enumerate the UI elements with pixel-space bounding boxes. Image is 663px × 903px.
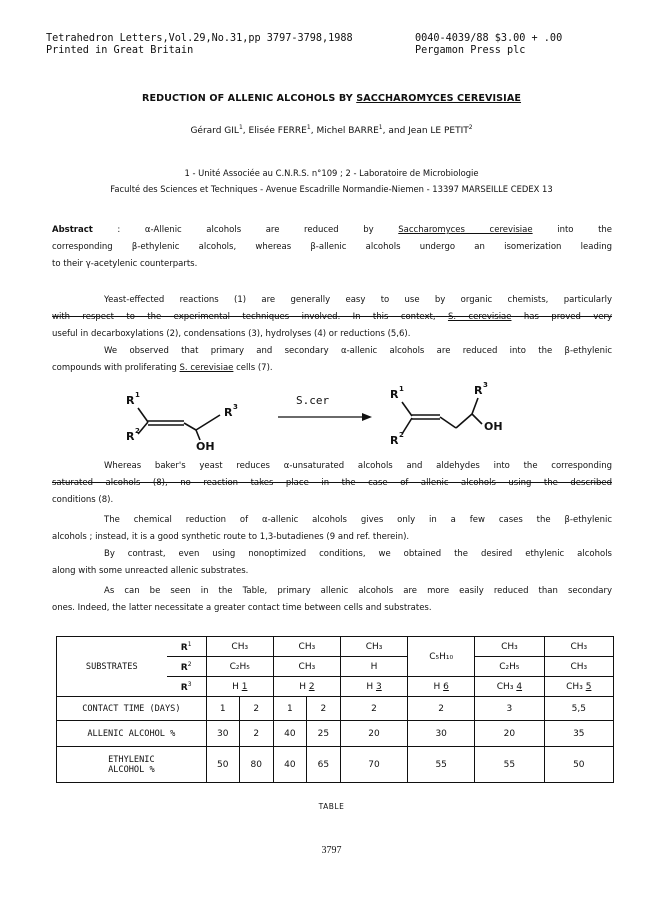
row-contact-time [57,697,614,721]
contact-col1-a: 1 [206,697,239,721]
ethylenic-col1-b: 80 [239,747,273,783]
contact-col4: 2 [408,697,475,721]
affiliation-2: Faculté des Sciences et Techniques - Avenue Escadrille Normandie-Niemen - 13397 MARSEILLE CEDEX 13 [110,184,553,194]
contact-col6: 5,5 [544,697,613,721]
journal-citation [46,33,353,57]
author-2-affil: 1 [306,124,311,131]
allenic-col2-a: 40 [273,721,306,747]
contact-col2-b: 2 [306,697,340,721]
p1-line-3: useful in decarboxylations (2), condensations (3), hydrolyses (4) or reductions (5,6). [52,329,411,339]
left-r2: R [126,430,135,443]
table-caption: TABLE [318,802,345,811]
cell-r1r2-col4: C₅H₁₀ [408,637,475,677]
cell-r3-col1: H 1 [206,677,273,697]
p2-species: S. cerevisiae [179,363,234,373]
author-3: Michel BARRE [316,126,379,136]
p1-line-2 [52,309,612,326]
p2-line-1: We observed that primary and secondary α-allenic alcohols are reduced into the β-ethylenic [104,346,612,356]
affiliation-1: 1 - Unité Associée au C.N.R.S. n°109 ; 2 - Laboratoire de Microbiologie [184,168,479,178]
left-r3-num: 3 [233,403,238,411]
cell-r3-col6: CH₃ 5 [544,677,613,697]
row-r1 [57,637,614,657]
p3-line-2: saturated alcohols (8), no reaction takes place in the case of allenic alcohols using the described [52,478,612,488]
author-2: Elisée FERRE [248,126,307,136]
p2-text-2c: cells (7). [236,363,273,373]
p3-line-3: conditions (8). [52,495,114,505]
contact-col5: 3 [475,697,544,721]
paper-title [0,93,663,104]
contact-col2-a: 1 [273,697,306,721]
r2-label: $R^2$ [167,657,207,677]
compound-number: 4 [516,681,523,692]
printed-line: Printed in Great Britain [46,45,194,56]
p4-line-1: The chemical reduction of α-allenic alcohols gives only in a few cases the β-ethylenic [104,515,612,525]
journal-price [415,33,562,57]
cell-r2-col2: CH₃ [273,657,340,677]
allene-bonds [138,408,220,440]
citation-line: Tetrahedron Letters,Vol.29,No.31,pp 3797-3798,1988 [46,33,353,44]
author-1-affil: 1 [238,124,243,131]
title-species: SACCHAROMYCES CEREVISIAE [356,93,522,104]
right-r3-num: 3 [483,381,488,389]
p1-text-2c: has proved very [523,312,613,322]
cell-r2-col5: C₂H₅ [475,657,544,677]
abstract-line-3: to their γ-acetylenic counterparts. [52,259,198,269]
abstract-text-1c: into the [557,225,613,235]
ethylenic-col1-a: 50 [206,747,239,783]
cell-r2-col3: H [340,657,407,677]
ethylenic-col6: 50 [544,747,613,783]
cell-r3-col5: CH₃ 4 [475,677,544,697]
right-r2: R [390,434,399,447]
p3-line-1: Whereas baker's yeast reduces α-unsaturated alcohols and aldehydes into the corresponding [104,461,612,471]
allenic-col4: 30 [408,721,475,747]
left-r3: R [224,406,233,419]
title-prefix: REDUCTION OF ALLENIC ALCOHOLS BY [141,93,353,104]
right-r2-num: 2 [399,431,404,439]
substrates-label: SUBSTRATES [57,637,167,697]
p6-line-1: As can be seen in the Table, primary allenic alcohols are more easily reduced than secondary [104,586,612,596]
alkene-bonds [402,398,482,434]
contact-col1-b: 2 [239,697,273,721]
p2-line-2 [52,360,612,377]
contact-col3: 2 [340,697,407,721]
reaction-scheme [100,378,560,460]
compound-number: 3 [375,681,382,692]
cell-r1-col6: CH₃ [544,637,613,657]
right-r3: R [474,384,483,397]
cell-r3-col2: H 2 [273,677,340,697]
allenic-col1-b: 2 [239,721,273,747]
abstract-line-2: corresponding β-ethylenic alcohols, whereas β-allenic alcohols undergo an isomerization leading [52,242,612,252]
page-number: 3797 [321,845,342,856]
cell-r1-col3: CH₃ [340,637,407,657]
author-4-affil: 2 [468,124,473,131]
allenic-col5: 20 [475,721,544,747]
r3-label: $R^3$ [167,677,207,697]
left-r2-num: 2 [135,427,140,435]
ethylenic-col2-b: 65 [306,747,340,783]
ethylenic-col4: 55 [408,747,475,783]
r1-label: $R^1$ [167,637,207,657]
row-allenic [57,721,614,747]
cell-r1-col5: CH₃ [475,637,544,657]
author-3-affil: 1 [378,124,383,131]
p1-line-1: Yeast-effected reactions (1) are generally easy to use by organic chemists, particularly [104,295,612,305]
p2-text-2a: compounds with proliferating [52,363,177,373]
right-oh: OH [484,420,503,433]
author-1: Gérard GIL [190,126,239,136]
ethylenic-label: ETHYLENIC ALCOHOL % [57,747,207,783]
abstract-species: Saccharomyces cerevisiae [398,225,533,235]
left-oh: OH [196,440,215,453]
abstract-label: Abstract [52,225,93,235]
cell-r1-col2: CH₃ [273,637,340,657]
cell-r2-col6: CH₃ [544,657,613,677]
results-table [56,636,614,783]
allenic-col6: 35 [544,721,613,747]
right-r1: R [390,388,399,401]
p6-line-2: ones. Indeed, the latter necessitate a greater contact time between cells and substrates. [52,603,432,613]
p1-text-2a: with respect to the experimental techniques involved. In this context, [52,312,436,322]
p5-line-1: By contrast, even using nonoptimized conditions, we obtained the desired ethylenic alcohols [104,549,612,559]
cell-r1-col1: CH₃ [206,637,273,657]
p4-line-2: alcohols ; instead, it is a good synthetic route to 1,3-butadienes (9 and ref. therein). [52,532,410,542]
compound-number: 6 [443,681,449,692]
compound-number: 5 [585,681,592,692]
compound-number: 1 [241,681,248,692]
row-ethylenic [57,747,614,783]
compound-number: 2 [308,681,315,692]
allenic-col3: 20 [340,721,407,747]
cell-r3-col4: H 6 [408,677,475,697]
reaction-arrow [278,394,372,421]
abstract-line-1 [52,222,612,239]
left-r1-num: 1 [135,391,140,399]
allenic-col1-a: 30 [206,721,239,747]
cell-r3-col3: H 3 [340,677,407,697]
arrow-label: S.cer [296,394,330,407]
contact-time-label: CONTACT TIME (DAYS) [57,697,207,721]
p5-line-2: along with some unreacted allenic substrates. [52,566,249,576]
allenic-col2-b: 25 [306,721,340,747]
author-list: Gérard GIL$^1$, Elisée FERRE$^1$, Michel BARRE$^1$, and Jean LE PETIT$^2$ [190,124,473,136]
ethylenic-col3: 70 [340,747,407,783]
publisher-line: Pergamon Press plc [415,45,526,56]
cell-r2-col1: C₂H₅ [206,657,273,677]
ethylenic-col2-a: 40 [273,747,306,783]
left-r1: R [126,394,135,407]
right-r1-num: 1 [399,385,404,393]
ethylenic-col5: 55 [475,747,544,783]
p1-species: S. cerevisiae [447,312,512,322]
price-line: 0040-4039/88 $3.00 + .00 [415,33,563,44]
author-4: and Jean LE PETIT [388,126,469,136]
allenic-label: ALLENIC ALCOHOL % [57,721,207,747]
abstract-text-1a: : α-Allenic alcohols are reduced by [117,225,374,235]
